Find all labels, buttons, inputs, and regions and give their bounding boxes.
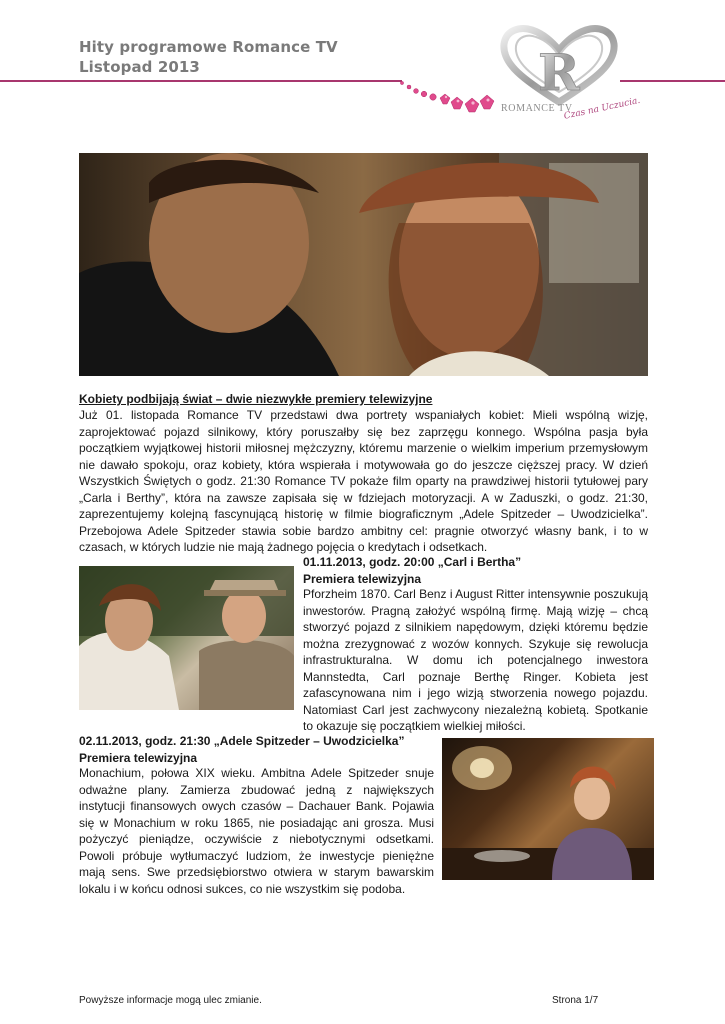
document-title bbox=[79, 37, 399, 77]
hero-photo-couple bbox=[79, 153, 648, 376]
title-line-1: Hity programowe Romance TV bbox=[79, 38, 338, 56]
section1-subheading: Premiera telewizyjna bbox=[303, 571, 422, 586]
logo-brand-text: ROMANCE TV bbox=[501, 103, 573, 114]
section1-heading: 01.11.2013, godz. 20:00 „Carl i Bertha” bbox=[303, 555, 522, 569]
header-rule-left bbox=[0, 80, 402, 82]
section1-body: Pforzheim 1870. Carl Benz i August Ritter intensywnie poszukują inwestorów. Pragną założyć wspólną firmę. Mają wizję – chcą stworzyć pojazd z silnikiem napędowym, dzięki któremu będzie można zrezygnować z wozów konnych. Szykuje się rewolucja infrastrukturalna. W domu ich potencjalnego inwestora Mannstedta, Carl poznaje Berthę Ringer. Kobieta jest zafascynowana nim i jego wizją stworzenia nowego pojazdu. Natomiast Carl jest zachwycony niezależną kobietą. Spotkanie to okazuje się początkiem wielkiej miłości. bbox=[303, 587, 648, 733]
photo-carl-and-bertha bbox=[79, 566, 294, 710]
romance-tv-logo bbox=[484, 20, 634, 140]
section1-header bbox=[303, 554, 648, 587]
section2-heading: 02.11.2013, godz. 21:30 „Adele Spitzeder – Uwodzicielka” bbox=[79, 734, 405, 748]
footer-page-number: Strona 1/7 bbox=[552, 995, 599, 1006]
section2-subheading: Premiera telewizyjna bbox=[79, 750, 198, 765]
section2-header bbox=[79, 733, 434, 766]
title-line-2: Listopad 2013 bbox=[79, 58, 200, 76]
section2-body: Monachium, połowa XIX wieku. Ambitna Adele Spitzeder snuje odważne plany. Zamierza zbudować jedną z największych instytucji finansowych owych czasów – Dachauer Bank. Pojawia się w Monachium w roku 1865, nie posiadając ani grosza. Musi pożyczyć pieniądze, oczywiście z niebotycznymi odsetkami. Powoli próbuje wytłumaczyć ludziom, że inwestycje pieniężne mają sens. Swe przedsiębiorstwo otwiera w starym bawarskim lokalu i w końcu odnosi sukces, co nie wszystkim się podoba. bbox=[79, 766, 434, 896]
svg-text:R: R bbox=[538, 43, 580, 102]
header-rule-right bbox=[620, 80, 725, 82]
photo-adele-spitzeder bbox=[442, 738, 654, 880]
article-intro: Już 01. listopada Romance TV przedstawi dwa portrety wspaniałych kobiet: Mieli wspólną wizję, zaprojektować pojazd silnikowy, który poruszałby się bez zaprzęgu konnego. Wspólna pasja była początkiem wyjątkowej historii miłosnej mężczyzny, któremu marzenie o wielkim imperium przemysłowym nie dawało spokoju, oraz kobiety, która wspierała i motywowała go do jeszcze cięższej pracy. W dzień Wszystkich Świętych o godz. 21:30 Romance TV pokaże film oparty na prawdziwej historii tytułowej pary „Carla i Berthy”, która na zawsze zapisała się w fdziejach motoryzacji. A w Zaduszki, o godz. 21:30, zaprezentujemy kolejną fascynującą historię w filmie biograficznym „Adele Spitzeder – Uwodzicielka”. Przebojowa Adele Spitzeder stawia sobie bardzo ambitny cel: pragnie otworzyć własny bank, i to w czasach, w których ludzie nie mają żadnego pojęcia o kredytach i odsetkach. bbox=[79, 408, 648, 554]
article-headline: Kobiety podbijają świat – dwie niezwykłe premiery telewizyjne bbox=[79, 392, 433, 406]
footer-disclaimer: Powyższe informacje mogą ulec zmianie. bbox=[79, 995, 262, 1006]
logo-tagline: Czas na Uczucia. bbox=[563, 95, 642, 122]
